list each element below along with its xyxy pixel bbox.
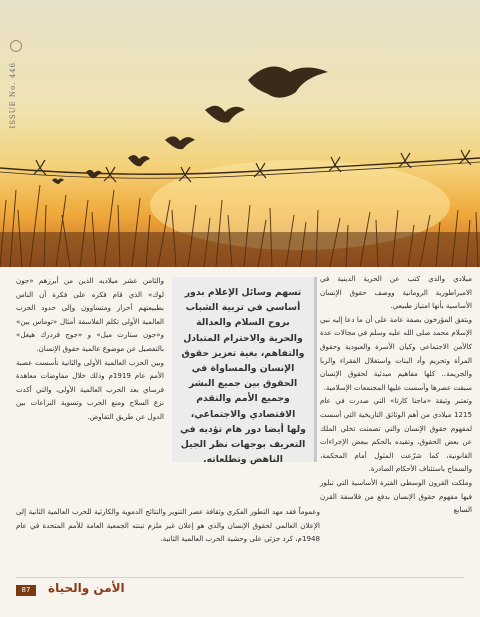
article-column-left [16,274,164,424]
magazine-name: الأمن والحياة [48,581,125,595]
page-number: 87 [16,585,36,596]
article-column-bottom [16,505,320,546]
paragraph: والثامن عشر ميلاديه الذين من أبرزهم «جون لوك» الذي قام فكره على فكرة أن الناس بطبيعتهم أحرار ومتساوون وإلى حدود الحرب العالمية الأولى تكلم الفلاسفة أمثال «توماس بين» و«جون ستارت ميل» و «جوج فردرك هيغل» بالتفصيل عن موضوع عالمية حقوق الإنسان. [16,276,164,353]
birds-barbed-wire-illustration [0,0,480,267]
paragraph: وملكت القرون الوسطى الفترة الأساسية التي تبلور فيها مفهوم حقوق الإنسان بدفع من فلاسفة القرن السابع [320,477,472,515]
issue-number: 446 [9,62,17,79]
hero-image [0,0,480,267]
paragraph: وبين الحرب العالمية الأولى والثانية تأسست عصبة الأمم عام 1919م وذلك خلال مفاوضات معاهدة فرساي بعد الحرب العالمية الأولى، والتي أكدت نزع السلاح ومنع الحرب وتسوية النزاعات بين الدول عن طريق التفاوض. [16,357,164,421]
paragraph: وتعتبر وثيقة «ماجنا كارتا» التي صدرت في عام 1215 ميلادي من أهم الوثائق التاريخية التي أسست لمفهوم حقوق الإنسان والتي تضمنت تخلي الملك عن بعض الحقوق، وتقيده بالحكم ببعض الإجراءات القانونية، كما شرّعت المثول أمام المحكمة، والسماح باستئناف الأحكام الصادرة. [320,396,472,474]
paragraph: وعموماً فقد مهد التطور الفكري وثقافة عصر التنوير والنتائج الدموية والكارثية للحرب العالمية الثانية إلى الإعلان العالمي لحقوق الإنسان والذي هو إعلان غير ملزم تبنته الجمعية العامة للأمم المتحدة في عام 1948م، كرد جزئي على وحشية الحرب العالمية الثانية. [16,507,320,544]
issue-label-text: ISSUE No. [9,81,17,129]
pull-quote-text: تسهم وسائل الإعلام بدور أساسي في تربية الشباب بروح السلام والعدالة والحرية والاحترام المتبادل والتفاهم، بغية تعزيز حقوق الإنسان والمساواة في الحقوق بين جميع البشر وجميع الأمم والتقدم الاقتصادي والاجتماعي، ولها أيضا دور هام تؤديه في التعريف بوجهات نظر الجيل الناهض وتطلعاته. [180,287,306,466]
footer-divider [16,577,464,578]
paragraph: ميلادي والذي كتب عن الحرية الدينية في الامبراطورية الرومانية ووصف حقوق الإنسان الأساسية بأنها امتياز طبيعي. [320,274,472,311]
article-column-right [320,272,472,517]
paragraph: ويتفق المؤرخون بصفة عامة على أن ما دعا إليه نبي الإسلام محمد صلى الله عليه وسلم في مجالات عدة كالأمن الاجتماعي وكيان الأسرة والعبودية وحقوق المرأة وتحريم وأد البنات واستغلال الفقراء والربا والجريمة.. كلها مفاهيم مبدئية لحقوق الإنسان سبقت عصرها وأسست عليها المجتمعات الإسلامية. [320,314,472,392]
issue-label [9,62,21,129]
pull-quote-box [172,277,317,466]
decorative-circle-icon [10,40,22,52]
